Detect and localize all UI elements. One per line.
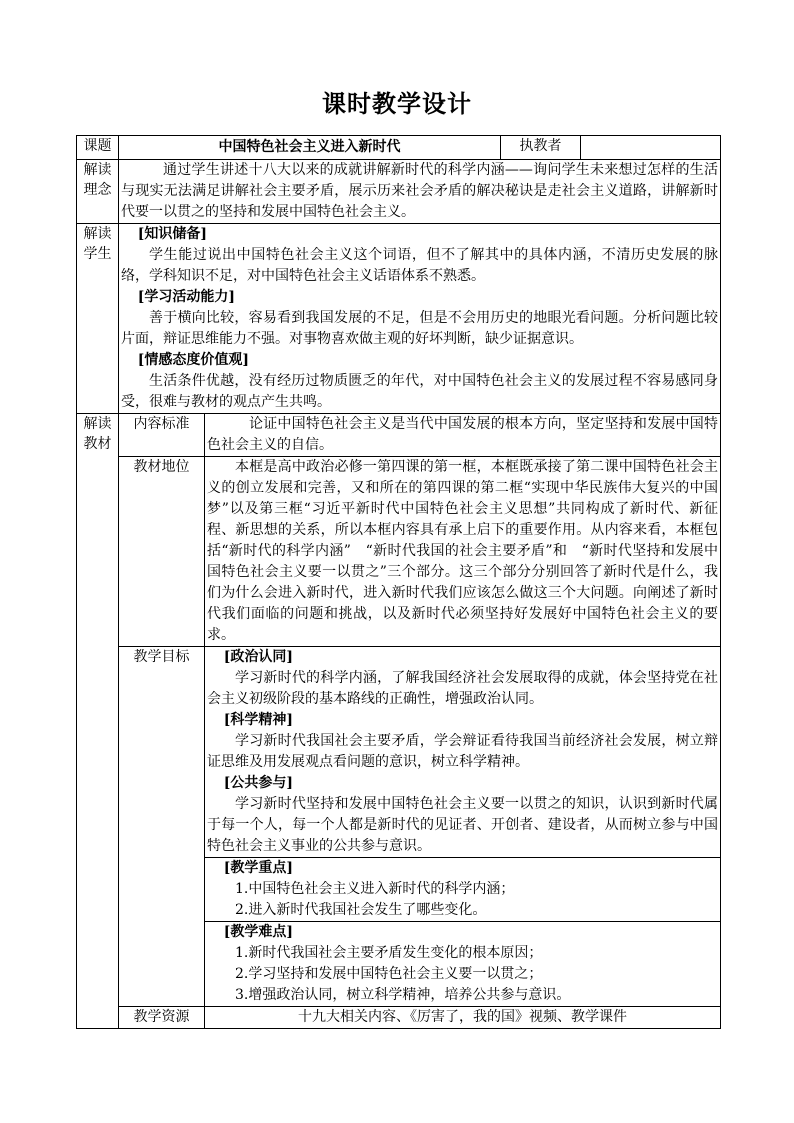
goal-text: 学习新时代我国社会主要矛盾，学会辩证看待我国当前经济社会发展，树立辩证思维及用发展观点看问题的意识，树立科学精神。	[207, 733, 718, 770]
resources-text: 十九大相关内容、《厉害了，我的国》视频、教学课件	[205, 1007, 721, 1029]
key-points-cell	[205, 858, 721, 922]
section-heading: [情感态度价值观]	[137, 352, 250, 368]
key-point-item: 2.进入新时代我国社会发生了哪些变化。	[235, 902, 487, 918]
standard-cell	[205, 414, 721, 457]
resources-row	[77, 1007, 721, 1029]
position-row	[77, 457, 721, 647]
position-text: 本框是高中政治必修一第四课的第一框，本框既承接了第二课中国特色社会主义的创立发展和完善，又和所在的第四课的第二框“实现中华民族伟大复兴的中国梦”以及第三框“习近平新时代中国特色社会主义思想”共同构成了新时代、新征程、新思想的关系，所以本框内容具有承上启下的重要作用。从内容来看，本框包括“新时代的科学内涵” “新时代我国的社会主要矛盾”和 “新时代坚持和发展中国特色社会主义要一以贯之”三个部分。这三个部分分别回答了新时代是什么，我们为什么会进入新时代，进入新时代我们应该怎么做这三个大问题。向阐述了新时代我们面临的问题和挑战，以及新时代必须坚持好发展好中国特色社会主义的要求。	[207, 459, 718, 643]
students-row	[77, 224, 721, 414]
concept-label: 解读理念	[77, 160, 119, 224]
concept-cell	[119, 160, 721, 224]
topic-row	[77, 136, 721, 160]
section-heading: [知识储备]	[137, 226, 208, 242]
goal-heading: [政治认同]	[223, 649, 294, 665]
goals-cell	[205, 647, 721, 858]
section-text: 善于横向比较，容易看到我国发展的不足，但是不会用历史的地眼光看问题。分析问题比较片面，辩证思维能力不强。对事物喜欢做主观的好坏判断，缺少证据意识。	[121, 310, 718, 347]
topic-value: 中国特色社会主义进入新时代	[119, 136, 501, 160]
standard-text: 论证中国特色社会主义是当代中国发展的根本方向，坚定坚持和发展中国特色社会主义的自信。	[207, 416, 718, 453]
students-label: 解读学生	[77, 224, 119, 414]
standard-label: 内容标准	[119, 414, 205, 457]
position-label: 教材地位	[119, 457, 205, 647]
position-cell	[205, 457, 721, 647]
goal-heading: [科学精神]	[223, 712, 294, 728]
resources-label: 教学资源	[119, 1007, 205, 1029]
section-text: 学生能过说出中国特色社会主义这个词语，但不了解其中的具体内涵，不清历史发展的脉络，学科知识不足，对中国特色社会主义话语体系不熟悉。	[121, 247, 718, 284]
concept-text: 通过学生讲述十八大以来的成就讲解新时代的科学内涵——询问学生未来想过怎样的生活与现实无法满足讲解社会主要矛盾，展示历来社会矛盾的解决秘诀是走社会主义道路，讲解新时代要一以贯之的坚持和发展中国特色社会主义。	[121, 162, 718, 220]
goal-text: 学习新时代的科学内涵，了解我国经济社会发展取得的成就，体会坚持党在社会主义初级阶段的基本路线的正确性，增强政治认同。	[207, 670, 718, 707]
goal-heading: [公共参与]	[223, 775, 294, 791]
teacher-value	[581, 136, 721, 160]
lesson-design-table	[76, 135, 721, 1029]
topic-label: 课题	[77, 136, 119, 160]
textbook-label: 解读教材	[77, 414, 119, 1029]
goals-label: 教学目标	[119, 647, 205, 1007]
difficulty-item: 2.学习坚持和发展中国特色社会主义要一以贯之；	[235, 966, 543, 982]
difficulties-cell	[205, 922, 721, 1007]
section-heading: [学习活动能力]	[137, 289, 236, 305]
difficulties-heading: [教学难点]	[223, 924, 294, 940]
concept-row	[77, 160, 721, 224]
page-title: 课时教学设计	[322, 89, 472, 118]
standard-row	[77, 414, 721, 457]
difficulty-item: 3.增强政治认同，树立科学精神，培养公共参与意识。	[235, 987, 571, 1003]
key-points-heading: [教学重点]	[223, 860, 294, 876]
students-cell	[119, 224, 721, 414]
goals-row	[77, 647, 721, 858]
goal-text: 学习新时代坚持和发展中国特色社会主义要一以贯之的知识，认识到新时代属于每一个人，每一个人都是新时代的见证者、开创者、建设者，从而树立参与中国特色社会主义事业的公共参与意识。	[207, 796, 718, 854]
difficulty-item: 1.新时代我国社会主要矛盾发生变化的根本原因；	[235, 945, 543, 961]
teacher-label: 执教者	[501, 136, 581, 160]
key-point-item: 1.中国特色社会主义进入新时代的科学内涵；	[235, 881, 515, 897]
section-text: 生活条件优越，没有经历过物质匮乏的年代，对中国特色社会主义的发展过程不容易感同身受，很难与教材的观点产生共鸣。	[121, 373, 718, 410]
